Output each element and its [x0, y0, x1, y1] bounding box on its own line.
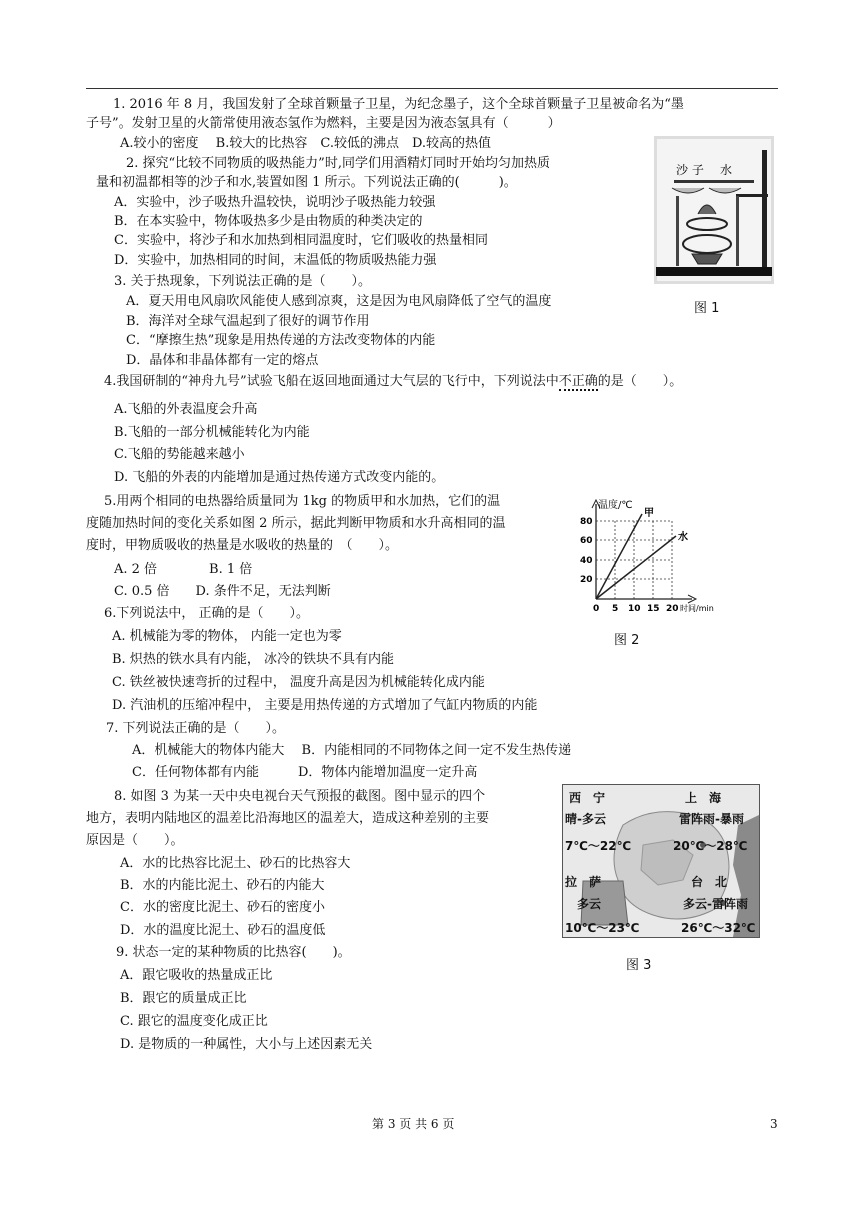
q6-option-b: B. 炽热的铁水具有内能， 冰冷的铁块不具有内能: [112, 652, 394, 667]
q4-option-b: B.飞船的一部分机械能转化为内能: [114, 425, 310, 440]
q6-option-c: C. 铁丝被快速弯折的过程中， 温度升高是因为机械能转化成内能: [112, 675, 485, 690]
q1-line1: 1. 2016 年 8 月，我国发射了全球首颗量子卫星，为纪念墨子，这个全球首颗量子卫星被命名为“墨: [113, 97, 684, 112]
q2-line1: 2. 探究“比较不同物质的吸热能力”时,同学们用酒精灯同时开始均匀加热质: [126, 156, 550, 171]
q8-option-b: B．水的内能比泥土、砂石的内能大: [120, 878, 325, 893]
label-sand: 沙 子: [676, 163, 704, 177]
q2-option-a: A．实验中，沙子吸热升温较快，说明沙子吸热能力较强: [114, 195, 436, 210]
q2-option-c: C．实验中，将沙子和水加热到相同温度时，它们吸收的热量相同: [114, 233, 488, 248]
q7-options-1: A．机械能大的物体内能大 B．内能相同的不同物体之间一定不发生热传递: [132, 743, 572, 758]
y-tick-20: 20: [580, 575, 593, 585]
q8-line3: 原因是（ ）。: [86, 833, 184, 848]
figure-2: [572, 494, 730, 622]
label-water: 水: [720, 163, 733, 177]
q4-stem: [104, 373, 682, 391]
taibei-temp: 26℃～32℃: [681, 921, 756, 935]
q5-line3: 度时，甲物质吸收的热量是水吸收的热量的 （ ）。: [86, 538, 399, 553]
shanghai-weather: 雷阵雨-暴雨: [679, 812, 744, 826]
city-xining: 西 宁: [569, 791, 606, 805]
taibei-weather: 多云-雷阵雨: [683, 897, 748, 911]
q3-stem: 3. 关于热现象，下列说法正确的是（ ）。: [114, 274, 372, 289]
figure-3-weather-map: [562, 784, 760, 938]
x-tick-15: 15: [647, 604, 660, 614]
q8-line1: 8. 如图 3 为某一天中央电视台天气预报的截图。图中显示的四个: [114, 789, 486, 804]
q5-line1: 5.用两个相同的电热器给质量同为 1kg 的物质甲和水加热，它们的温: [104, 494, 501, 509]
page-footer: 第 3 页 共 6 页: [372, 1117, 455, 1131]
x-axis-label: 时间/min: [680, 604, 714, 613]
q4-stem-emphasis: 不正确: [558, 374, 598, 389]
figure-1: [654, 136, 774, 284]
city-shanghai: 上 海: [685, 791, 722, 805]
q8-option-d: D．水的温度比泥土、砂石的温度低: [120, 923, 326, 938]
q1-options: A.较小的密度 B.较大的比热容 C.较低的沸点 D.较高的热值: [120, 136, 492, 151]
y-tick-60: 60: [580, 536, 593, 546]
page-number: 3: [770, 1117, 778, 1131]
q4-stem-pre: 4.我国研制的“神舟九号”试验飞船在返回地面通过大气层的飞行中，下列说法中: [104, 374, 559, 389]
x-tick-5: 5: [612, 604, 619, 614]
q6-option-d: D. 汽油机的压缩冲程中， 主要是用热传递的方式增加了气缸内物质的内能: [112, 698, 538, 713]
shanghai-temp: 20℃～28℃: [673, 839, 748, 853]
q5-line2: 度随加热时间的变化关系如图 2 所示，据此判断甲物质和水升高相同的温: [86, 516, 506, 531]
q6-option-a: A. 机械能为零的物体， 内能一定也为零: [112, 629, 342, 644]
q9-option-b: B．跟它的质量成正比: [120, 991, 247, 1006]
q3-option-a: A．夏天用电风扇吹风能使人感到凉爽，这是因为电风扇降低了空气的温度: [126, 294, 552, 309]
q9-stem: 9. 状态一定的某种物质的比热容( )。: [116, 945, 351, 960]
apparatus-illustration: [654, 136, 774, 284]
q5-options-2: C. 0.5 倍 D. 条件不足，无法判断: [114, 584, 331, 599]
series-jia-line: [596, 514, 642, 599]
q1-line2: 子号”。发射卫星的火箭常使用液态氢作为燃料，主要是因为液态氢具有（ ）: [86, 116, 561, 131]
q3-option-c: C．“摩擦生热”现象是用热传递的方法改变物体的内能: [126, 333, 436, 348]
q7-options-2: C．任何物体都有内能 D．物体内能增加温度一定升高: [132, 765, 478, 780]
xining-weather: 晴-多云: [565, 812, 606, 826]
q2-option-d: D．实验中，加热相同的时间，末温低的物质吸热能力强: [114, 253, 437, 268]
q8-option-c: C．水的密度比泥土、砂石的密度小: [120, 900, 325, 915]
q5-options-1: A. 2 倍 B. 1 倍: [114, 562, 253, 577]
q9-option-a: A．跟它吸收的热量成正比: [120, 968, 273, 983]
series-water-line: [596, 536, 676, 599]
q2-line2: 量和初温都相等的沙子和水,装置如图 1 所示。下列说法正确的( )。: [96, 175, 517, 190]
x-tick-0: 0: [593, 604, 600, 614]
q8-line2: 地方，表明内陆地区的温差比沿海地区的温差大，造成这种差别的主要: [86, 811, 490, 826]
q6-stem: 6.下列说法中， 正确的是（ ）。: [104, 606, 310, 621]
xining-temp: 7℃～22℃: [565, 839, 632, 853]
lasa-temp: 10℃～23℃: [565, 921, 640, 935]
city-taibei: 台 北: [691, 875, 728, 889]
y-tick-40: 40: [580, 556, 593, 566]
header-rule: [86, 88, 778, 89]
q8-option-a: A．水的比热容比泥土、砂石的比热容大: [120, 856, 351, 871]
q3-option-d: D．晶体和非晶体都有一定的熔点: [126, 353, 319, 368]
q3-option-b: B．海洋对全球气温起到了很好的调节作用: [126, 314, 370, 329]
figure-1-caption: 图 1: [694, 301, 720, 316]
q4-option-d: D. 飞船的外表的内能增加是通过热传递方式改变内能的。: [114, 470, 445, 485]
x-tick-20: 20: [666, 604, 679, 614]
q4-option-c: C.飞船的势能越来越小: [114, 447, 245, 462]
figure-2-caption: 图 2: [614, 633, 640, 648]
q2-option-b: B．在本实验中，物体吸热多少是由物质的种类决定的: [114, 214, 423, 229]
q7-stem: 7. 下列说法正确的是（ ）。: [106, 721, 286, 736]
q9-option-c: C. 跟它的温度变化成正比: [120, 1014, 268, 1029]
figure-3-caption: 图 3: [626, 958, 652, 973]
x-tick-10: 10: [628, 604, 641, 614]
map-background: [563, 785, 759, 937]
q4-stem-post: 的是（ ）。: [597, 374, 683, 389]
y-tick-80: 80: [580, 517, 593, 527]
y-axis-label: 温度/℃: [598, 500, 633, 511]
series-b-label: 水: [678, 532, 688, 543]
q9-option-d: D. 是物质的一种属性，大小与上述因素无关: [120, 1037, 373, 1052]
q4-option-a: A.飞船的外表温度会升高: [114, 402, 258, 417]
city-lasa: 拉 萨: [565, 875, 602, 889]
series-a-label: 甲: [644, 508, 654, 519]
temperature-time-graph: [572, 494, 730, 622]
lasa-weather: 多云: [577, 897, 602, 911]
